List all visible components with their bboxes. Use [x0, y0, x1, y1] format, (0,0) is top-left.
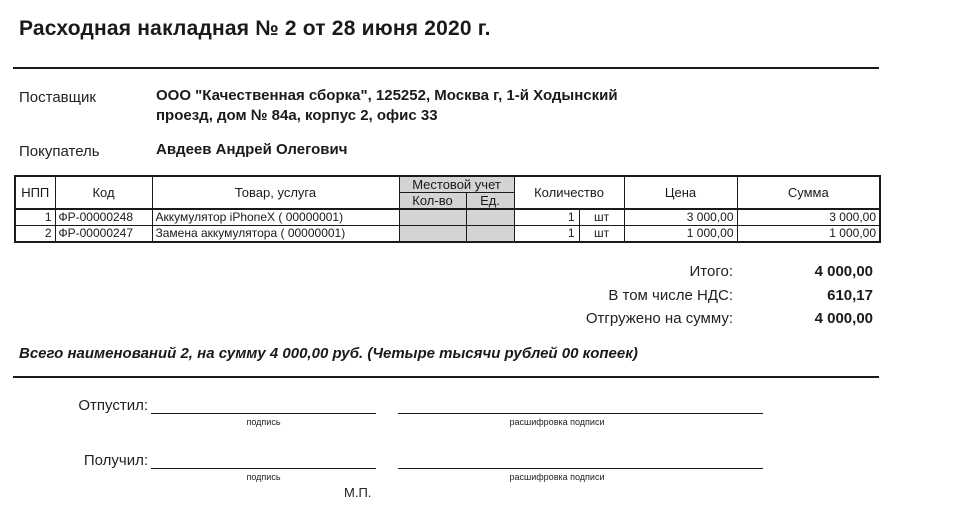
row-price: 1 000,00: [624, 226, 737, 243]
total-value: 4 000,00: [814, 263, 873, 280]
document-title: Расходная накладная № 2 от 28 июня 2020 г.: [19, 17, 491, 40]
top-divider: [13, 67, 879, 69]
header-item: Товар, услуга: [152, 176, 399, 209]
row-quantity: [514, 226, 624, 243]
received-decode-hint: расшифровка подписи: [509, 472, 605, 482]
row-unit-value: шт: [593, 226, 610, 240]
supplier-label: Поставщик: [19, 89, 96, 106]
released-sign-line: [151, 413, 376, 414]
table-row: [15, 209, 880, 226]
shipped-value: 4 000,00: [814, 310, 873, 327]
header-npp: НПП: [15, 176, 55, 209]
header-local-qty: Кол-во: [399, 193, 466, 210]
buyer-label: Покупатель: [19, 143, 100, 160]
row-item: Аккумулятор iPhoneX ( 00000001): [152, 209, 399, 226]
released-label: Отпустил:: [78, 397, 148, 414]
row-number: 1: [15, 209, 55, 226]
summary-text: Всего наименований 2, на сумму 4 000,00 руб. (Четыре тысячи рублей 00 копеек): [19, 345, 638, 362]
shipped-label: Отгружено на сумму:: [585, 310, 733, 327]
stamp-place: М.П.: [344, 485, 372, 500]
supplier-line-2: проезд, дом № 84а, корпус 2, офис 33: [156, 107, 438, 124]
released-decode-line: [398, 413, 763, 414]
row-sum: 3 000,00: [737, 209, 880, 226]
buyer-value: Авдеев Андрей Олегович: [156, 141, 348, 158]
row-price: 3 000,00: [624, 209, 737, 226]
row-local-unit: [466, 209, 514, 226]
row-number: 2: [15, 226, 55, 243]
items-table: [14, 175, 881, 243]
row-qty-value: 1: [515, 226, 580, 241]
header-code: Код: [55, 176, 152, 209]
row-code: ФР-00000248: [55, 209, 152, 226]
header-sum: Сумма: [737, 176, 880, 209]
row-quantity: [514, 209, 624, 226]
received-label: Получил:: [83, 452, 148, 469]
table-row: [15, 226, 880, 243]
header-local-unit: Ед.: [466, 193, 514, 210]
vat-value: 610,17: [827, 287, 873, 304]
received-sign-hint: подпись: [246, 472, 281, 482]
bottom-divider: [13, 376, 879, 378]
released-sign-hint: подпись: [246, 417, 281, 427]
header-quantity: Количество: [514, 176, 624, 209]
supplier-value: [156, 86, 618, 126]
row-unit-value: шт: [593, 210, 610, 224]
header-price: Цена: [624, 176, 737, 209]
received-sign-line: [151, 468, 376, 469]
row-qty-value: 1: [515, 210, 580, 225]
row-item: Замена аккумулятора ( 00000001): [152, 226, 399, 243]
supplier-line-1: ООО "Качественная сборка", 125252, Москва г, 1-й Ходынский: [156, 87, 618, 104]
total-label: Итого:: [689, 263, 733, 280]
vat-label: В том числе НДС:: [608, 287, 733, 304]
row-local-qty: [399, 209, 466, 226]
row-sum: 1 000,00: [737, 226, 880, 243]
row-code: ФР-00000247: [55, 226, 152, 243]
row-local-qty: [399, 226, 466, 243]
header-local-accounting: Местовой учет: [399, 176, 514, 193]
row-local-unit: [466, 226, 514, 243]
released-decode-hint: расшифровка подписи: [509, 417, 605, 427]
received-decode-line: [398, 468, 763, 469]
